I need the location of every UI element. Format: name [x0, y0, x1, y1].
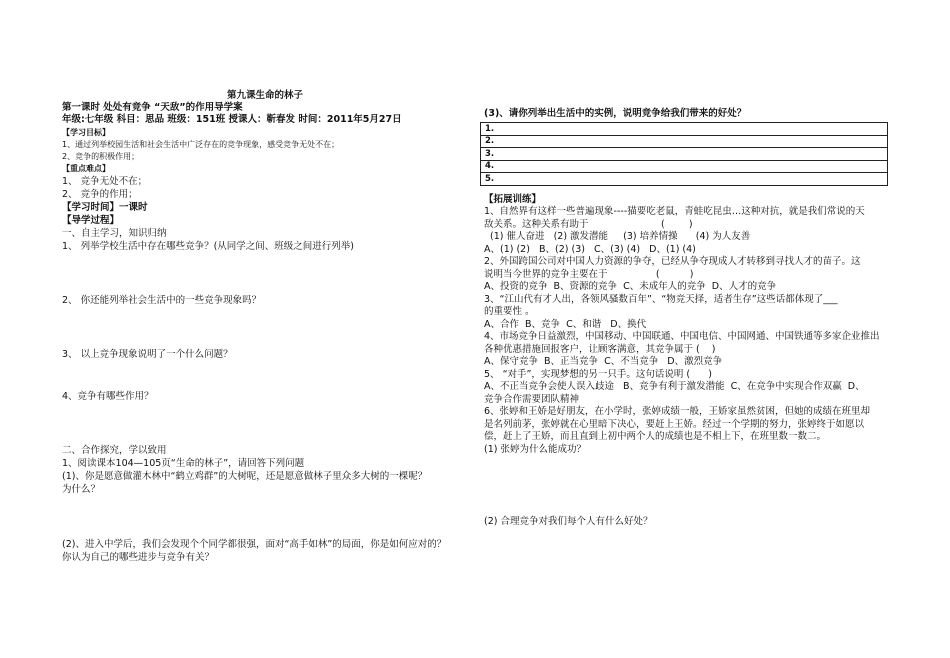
practice-question: (2) 合理竞争对我们每个人有什么好处？ [484, 516, 653, 527]
answer-cell[interactable]: 5. [481, 173, 888, 186]
answer-table [480, 122, 888, 186]
key-point: 1、 竞争无处不在； [62, 176, 148, 187]
question-item: 1、 列举学校生活中存在哪些竞争？(从同学之间、班级之间进行列举) [62, 241, 354, 252]
part2-read: 1、阅读课本104—105页“生命的林子”，请回答下列问题 [62, 458, 305, 469]
goals-header: 【学习目标】 [62, 128, 110, 137]
practice-line: 偿，赶上了王娇，而且直到上初中两个人的成绩也是不相上下，在班里数一数二。 [484, 431, 827, 442]
practice-line: A、合作 B、竞争 C、和谐 D、换代 [484, 318, 647, 330]
part2-question-cont: 你认为自己的哪些进步与竞争有关？ [62, 552, 215, 563]
practice-line: 敌关系。这种关系有助于 ( ) [484, 218, 693, 230]
practice-line: A、投资的竞争 B、资源的竞争 C、未成年人的竞争 D、人才的竞争 [484, 281, 777, 292]
answer-row [481, 123, 888, 136]
key-header: 【重点难点】 [62, 164, 110, 173]
question-item: 3、 以上竞争现象说明了一个什么问题？ [62, 349, 233, 360]
practice-line: 4、市场竞争日益激烈，中国移动、中国联通、中国电信、中国网通、中国铁通等多家企业推出 [484, 331, 880, 342]
answer-row [481, 135, 888, 148]
answer-cell[interactable]: 1. [481, 123, 888, 136]
answer-row [481, 148, 888, 161]
process-header: 【导学过程】 [62, 215, 120, 226]
goal-item: 2、竞争的积极作用； [62, 152, 140, 161]
right-question: (3)、请你列举出生活中的实例，说明竞争给我们带来的好处？ [484, 108, 747, 119]
part2-title: 二、合作探究，学以致用 [62, 445, 167, 456]
study-time: 【学习时间】一课时 [62, 202, 148, 213]
practice-line: 说明当今世界的竞争主要在于 ( ) [484, 268, 694, 280]
practice-line: A、保守竞争 B、正当竞争 C、不当竞争 D、激烈竞争 [484, 356, 723, 367]
practice-block [484, 206, 894, 456]
part2-question: (1)、你是愿意做灌木林中“鹤立鸡群”的大树呢，还是愿意做林子里众多大树的一棵呢？ [62, 471, 428, 482]
practice-line: 5、 “对手”，实现梦想的另一只手。这句话说明 ( ) [484, 368, 712, 380]
practice-line: A、不正当竞争会使人误入歧途 B、竞争有利于激发潜能 C、在竞争中实现合作双赢 D、 [484, 381, 865, 392]
answer-row [481, 160, 888, 173]
practice-line: 2、外国跨国公司对中国人力资源的争夺，已经从争夺现成人才转移到寻找人才的苗子。这 [484, 256, 861, 267]
answer-row [481, 173, 888, 186]
answer-cell[interactable]: 4. [481, 160, 888, 173]
part2-question-cont: 为什么？ [62, 484, 101, 495]
answer-cell[interactable]: 2. [481, 135, 888, 148]
question-item: 2、 你还能列举社会生活中的一些竞争现象吗？ [62, 295, 262, 306]
practice-line: 3、“江山代有才人出，各领风骚数百年”、“物竞天择，适者生存”这些话都体现了___ [484, 293, 838, 305]
answer-cell[interactable]: 3. [481, 148, 888, 161]
goal-item: 1、通过列举校园生活和社会生活中广泛存在的竞争现象，感受竞争无处不在； [62, 140, 340, 149]
part2-question: (2)、进入中学后，我们会发现个个同学都很强，面对“高手如林”的局面，你是如何应对的？ [62, 539, 447, 550]
key-point: 2、 竞争的作用； [62, 189, 138, 200]
practice-line: 6、张婷和王娇是好朋友，在小学时，张婷成绩一般，王娇家虽然贫困，但她的成绩在班里却 [484, 406, 871, 417]
meta-info: 年级:七年级 科目：思品 班级：151班 授课人：靳春发 时间：2011年5月27日 [62, 114, 402, 125]
practice-line: A、(1) (2) B、(2) (3) C、(3) (4) D、(1) (4) [484, 243, 696, 255]
page-title: 第九课生命的林子 [227, 90, 304, 101]
practice-line: (1) 催人奋进 (2) 激发潜能 (3) 培养情操 (4) 为人友善 [484, 231, 751, 242]
practice-line: 的重要性 。 [484, 306, 535, 317]
question-item: 4、竞争有哪些作用？ [62, 391, 154, 402]
part1-title: 一、自主学习，知识归纳 [62, 228, 167, 239]
practice-line: 各种优惠措施回报客户，让顾客满意，其竞争属于 ( ) [484, 343, 716, 355]
practice-line: (1) 张婷为什么能成功？ [484, 443, 586, 455]
practice-header: 【拓展训练】 [484, 194, 542, 205]
lesson-subtitle: 第一课时 处处有竞争 “天敌”的作用导学案 [62, 102, 243, 113]
practice-line: 1、自然界有这样一些普遍现象----猫要吃老鼠，青蛙吃昆虫…这种对抗，就是我们常说的天 [484, 206, 865, 217]
practice-line: 竞争合作需要团队精神 [484, 393, 580, 405]
practice-line: 是名列前茅，张婷就在心里暗下决心，要赶上王娇。经过一个学期的努力，张婷终于如愿以 [484, 418, 865, 430]
